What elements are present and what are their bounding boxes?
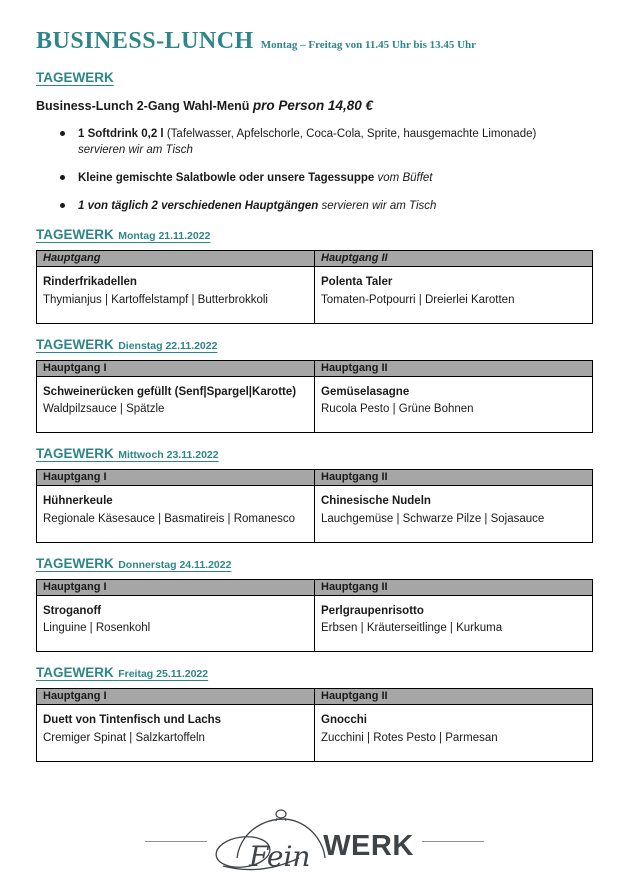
dish-title: Hühnerkeule [43,495,113,508]
dish-sides: Thymianjus | Kartoffelstampf | Butterbrokkoli [43,293,268,306]
column-header-hauptgang-2: Hauptgang II [315,251,593,267]
dish-cell [315,376,593,433]
section-monday [36,226,593,324]
dish-sides: Erbsen | Kräuterseitlinge | Kurkuma [321,622,503,635]
dish-sides: Cremiger Spinat | Salzkartoffeln [43,731,205,744]
salad-bold-text: Kleine gemischte Salatbowle oder unsere Tagessuppe [78,172,375,185]
dish-title: Chinesische Nudeln [321,495,431,508]
column-header-hauptgang-1: Hauptgang [37,251,315,267]
column-header-hauptgang-2: Hauptgang II [315,360,593,376]
included-items-list [36,126,593,214]
logo-rule-right [422,841,484,842]
softdrink-line [78,126,593,142]
day-heading-date: Donnerstag 24.11.2022 [118,558,232,571]
dish-sides: Regionale Käsesauce | Basmatireis | Romanesco [43,512,296,525]
dish-sides: Linguine | Rosenkohl [43,622,151,635]
menu-price-line [36,98,593,113]
day-heading-label: TAGEWERK [36,446,114,462]
main-course-bold-text: 1 von täglich 2 verschiedenen Hauptgängen [78,200,319,213]
day-heading-friday [36,664,593,682]
dish-title: Polenta Taler [321,276,393,289]
list-item-salad [36,170,593,186]
dish-cell [315,595,593,652]
dish-cell [315,486,593,543]
column-header-hauptgang-1: Hauptgang I [37,360,315,376]
dish-cell [37,486,315,543]
dish-cell [37,705,315,762]
column-header-hauptgang-1: Hauptgang I [37,470,315,486]
menu-name-text: Business-Lunch 2-Gang Wahl-Menü [36,99,250,113]
softdrink-serving-note: servieren wir am Tisch [78,144,193,157]
dish-cell [37,595,315,652]
menu-price-text: pro Person 14,80 € [252,98,373,113]
menu-table-friday [36,688,593,762]
menu-table-tuesday [36,360,593,434]
menu-table-wednesday [36,469,593,543]
section-wednesday [36,445,593,543]
day-heading-date: Mittwoch 23.11.2022 [118,449,219,462]
day-heading-tuesday [36,336,593,354]
dish-cell [37,376,315,433]
business-lunch-title: BUSINESS-LUNCH [36,28,254,54]
list-item-softdrink [36,126,593,158]
dish-sides: Waldpilzsauce | Spätzle [43,403,165,416]
dish-sides: Tomaten-Potpourri | Dreierlei Karotten [321,293,515,306]
dish-title: Stroganoff [43,604,102,617]
list-item-main-course [36,198,593,214]
dish-title: Duett von Tintenfisch und Lachs [43,714,222,727]
day-heading-date: Montag 21.11.2022 [118,230,211,243]
section-thursday [36,555,593,653]
day-heading-label: TAGEWERK [36,336,114,352]
dish-title: Schweinerücken gefüllt (Senf|Spargel|Karotte) [43,385,297,398]
menu-table-monday [36,250,593,324]
column-header-hauptgang-1: Hauptgang I [37,579,315,595]
dish-title: Gemüselasagne [321,385,410,398]
salad-buffet-note: vom Büffet [377,172,433,185]
dish-title: Rinderfrikadellen [43,276,137,289]
menu-table-thursday [36,579,593,653]
main-course-serving-note: servieren wir am Tisch [321,200,437,213]
section-tuesday [36,336,593,434]
dish-cell [315,267,593,324]
day-heading-label: TAGEWERK [36,555,114,571]
column-header-hauptgang-2: Hauptgang II [315,689,593,705]
column-header-hauptgang-1: Hauptgang I [37,689,315,705]
dish-sides: Lauchgemüse | Schwarze Pilze | Sojasauce [321,512,545,525]
day-heading-monday [36,226,593,244]
day-heading-label: TAGEWERK [36,227,114,243]
logo-werk-text: WERK [323,830,414,863]
column-header-hauptgang-2: Hauptgang II [315,579,593,595]
column-header-hauptgang-2: Hauptgang II [315,470,593,486]
tagewerk-heading: TAGEWERK [36,70,114,85]
day-heading-thursday [36,555,593,573]
footer-logo [36,808,593,876]
dish-cell [315,705,593,762]
cloche-logo-icon [213,808,337,876]
day-heading-date: Dienstag 22.11.2022 [118,339,218,352]
dish-sides: Rucola Pesto | Grüne Bohnen [321,403,474,416]
dish-cell [37,267,315,324]
softdrink-options-text: (Tafelwasser, Apfelschorle, Coca-Cola, Sprite, hausgemachte Limonade) [166,128,537,140]
section-friday [36,664,593,762]
logo-script-text: Fein [249,839,311,873]
dish-title: Perlgraupenrisotto [321,604,424,617]
day-heading-date: Freitag 25.11.2022 [118,668,209,681]
softdrink-bold-text: 1 Softdrink 0,2 l [78,128,164,140]
day-heading-wednesday [36,445,593,463]
page-title [36,28,593,55]
logo-rule-left [145,841,207,842]
opening-hours-subtitle: Montag – Freitag von 11.45 Uhr bis 13.45 Uhr [260,39,477,51]
dish-title: Gnocchi [321,714,368,727]
day-heading-label: TAGEWERK [36,665,114,681]
dish-sides: Zucchini | Rotes Pesto | Parmesan [321,731,498,744]
